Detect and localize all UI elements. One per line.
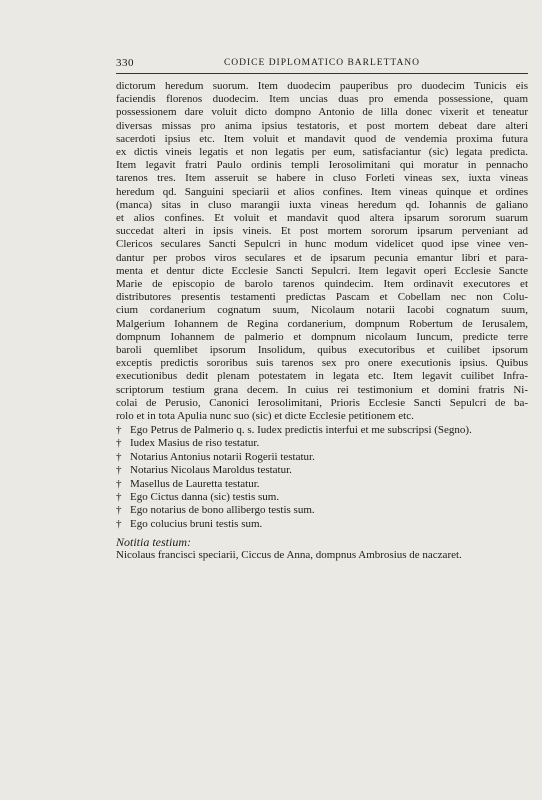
body-line: cium cordanerium cognatum suum, Nicolaum notarii Iacobi cognatum suum, bbox=[116, 304, 528, 317]
cross-icon: † bbox=[116, 437, 122, 450]
witness-line bbox=[116, 491, 528, 504]
body-line: Clericos seculares Sancti Sepulcri in hunc modum videlicet quod ipse vinee ven- bbox=[116, 238, 528, 251]
cross-icon: † bbox=[116, 450, 122, 463]
witness-text: Ego colucius bruni testis sum. bbox=[130, 517, 263, 530]
cross-icon: † bbox=[116, 477, 122, 490]
body-line: distributores presentis testamenti predictas Pascam et Cobellam nec non Colu- bbox=[116, 291, 528, 304]
body-line: rolo et in tota Apulia nunc suo (sic) et dicte Ecclesie petitionem etc. bbox=[116, 410, 414, 423]
witness-text: Notarius Nicolaus Maroldus testatur. bbox=[130, 464, 292, 477]
witness-line bbox=[116, 478, 528, 491]
witness-line bbox=[116, 504, 528, 517]
notitia-text: Nicolaus francisci speciarii, Ciccus de Anna, dompnus Ambrosius de naczaret. bbox=[116, 549, 462, 561]
body-line: tarenos tres. Item asseruit se habere in cluso Forleti vineas sex, iuxta vineas bbox=[116, 172, 528, 185]
witness-line bbox=[116, 451, 528, 464]
witness-line bbox=[116, 424, 528, 437]
cross-icon: † bbox=[116, 517, 122, 530]
cross-icon: † bbox=[116, 491, 122, 504]
body-line: dantur per probos viros seculares et de ipsarum pecunia emantur libri et para- bbox=[116, 251, 528, 264]
body-line: succedat alteri in ipsis vineis. Et post mortem sororum ipsarum perveniant ad bbox=[116, 225, 528, 238]
witness-line bbox=[116, 464, 528, 477]
body-line: exceptis predictis sororibus suis tarenos sex pro onere executionis ipsius. Quibus bbox=[116, 357, 528, 370]
body-line: dictorum heredum suorum. Item duodecim pauperibus pro duodecim Tunicis eis bbox=[116, 80, 528, 92]
witness-text: Ego Cictus danna (sic) testis sum. bbox=[130, 491, 280, 504]
witness-text: Notarius Antonius notarii Rogerii testatur. bbox=[130, 450, 315, 463]
cross-icon: † bbox=[116, 504, 122, 517]
witness-line bbox=[116, 437, 528, 450]
body-line: Marie de episcopio de barolo tarenos quindecim. Item ordinavit executores et bbox=[116, 278, 528, 291]
body-line: possessionem dare voluit dicto dompno Antonio de lilla donec vixerit et teneatur bbox=[116, 106, 528, 119]
page-header bbox=[116, 57, 528, 74]
body-line: et alios confines. Et voluit et mandavit quod altera ipsarum sororum suarum bbox=[116, 212, 528, 225]
body-line: faciendis florenos duodecim. Item uncias duas pro emenda possessione, quam bbox=[116, 93, 528, 106]
body-line: colai de Perusio, Canonici Ierosolimitani, Prioris Ecclesie Sancti Sepulcri de ba- bbox=[116, 396, 528, 409]
witness-text: Iudex Masius de riso testatur. bbox=[130, 437, 260, 450]
witness-line bbox=[116, 518, 528, 531]
witness-text: Masellus de Lauretta testatur. bbox=[130, 477, 260, 490]
body-line: Malgerium Iohannem de Regina cordanerium, dompnum Robertum de Ierusalem, bbox=[116, 317, 528, 330]
page-number: 330 bbox=[116, 57, 134, 69]
notitia-heading: Notitia testium: bbox=[116, 535, 191, 549]
body-line: scriptorum testium grana decem. In cuius rei testimonium et domini fratris Ni- bbox=[116, 383, 528, 396]
running-title: CODICE DIPLOMATICO BARLETTANO bbox=[223, 58, 421, 68]
witness-list bbox=[116, 424, 528, 531]
body-line: executionibus dedit plenam potestatem in legata etc. Item legavit cuilibet Infra- bbox=[116, 370, 528, 383]
witness-text: Ego notarius de bono allibergo testis sum. bbox=[130, 504, 315, 517]
cross-icon: † bbox=[116, 464, 122, 477]
cross-icon: † bbox=[116, 424, 122, 436]
body-line: heredum qd. Sanguini speciarii et alios confines. Item vineas quinque et ordines bbox=[116, 185, 528, 198]
body-line: (manca) sitas in cluso marangii iuxta vineas heredum qd. Iohannis de galiano bbox=[116, 198, 528, 211]
body-line: menta et dentur dicte Ecclesie Sancti Sepulcri. Item legavit operi Ecclesie Sancte bbox=[116, 264, 528, 277]
body-line: diversas missas pro anima ipsius testatoris, et post mortem debeat dare alteri bbox=[116, 119, 528, 132]
body-line: dompnum Iohannem de palmerio et dompnum nicolaum Iuncum, predicte terre bbox=[116, 330, 528, 343]
witness-text: Ego Petrus de Palmerio q. s. Iudex predictis interfui et me subscripsi (Segno). bbox=[130, 424, 472, 436]
body-line: Item legavit fratri Paulo ordinis templi Ierosolimitani qui moratur in pennacho bbox=[116, 159, 528, 172]
body-line: ex dictis vineis legatis et non legatis per eum, satisfaciantur (sic) legata predicta. bbox=[116, 146, 528, 159]
body-line: sacerdoti ipsius etc. Item voluit et mandavit quod de vendemia proxima futura bbox=[116, 132, 528, 145]
document-body bbox=[116, 80, 528, 423]
body-line: baroli quemlibet ipsorum Insolidum, quibus executoribus et cuilibet ipsorum bbox=[116, 344, 528, 357]
